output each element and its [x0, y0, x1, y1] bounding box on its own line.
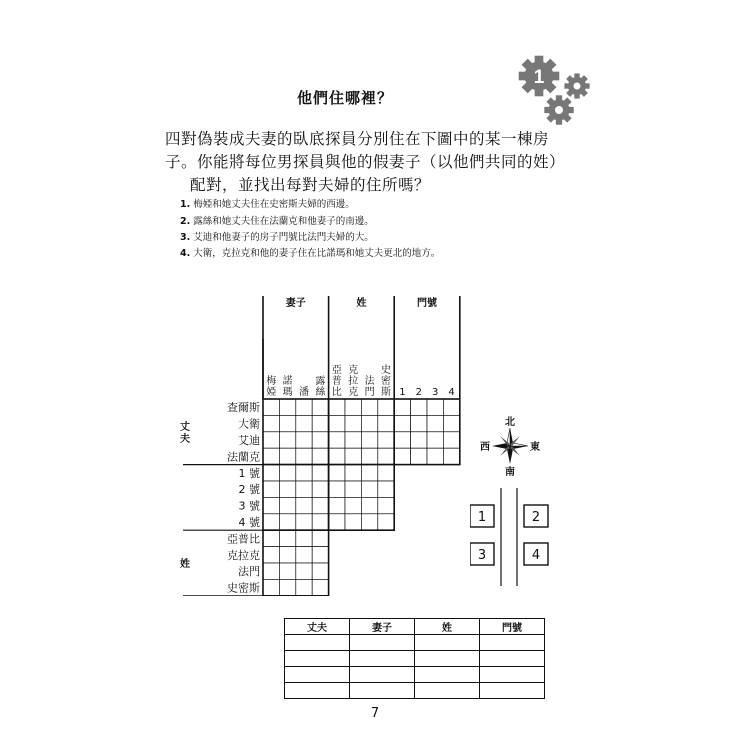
- grid-cell[interactable]: [378, 481, 394, 497]
- grid-cell[interactable]: [345, 448, 361, 464]
- grid-cell[interactable]: [279, 432, 295, 448]
- grid-cell[interactable]: [312, 579, 328, 595]
- answer-cell[interactable]: [415, 635, 480, 651]
- row-label: 查爾斯: [227, 401, 260, 415]
- badge-number: 1: [533, 67, 545, 88]
- answer-header-wife: 妻子: [350, 619, 415, 635]
- answer-table: [284, 618, 545, 699]
- grid-cell[interactable]: [378, 497, 394, 513]
- grid-cell[interactable]: [427, 415, 443, 431]
- grid-cell[interactable]: [296, 448, 312, 464]
- grid-cell[interactable]: [312, 563, 328, 579]
- grid-cell[interactable]: [263, 448, 279, 464]
- grid-cell[interactable]: [312, 481, 328, 497]
- grid-cell[interactable]: [411, 415, 427, 431]
- grid-cell[interactable]: [378, 465, 394, 481]
- row-label: 4 號: [238, 516, 260, 529]
- grid-cell[interactable]: [329, 415, 345, 431]
- house-2-label: 2: [531, 510, 541, 525]
- answer-cell[interactable]: [350, 635, 415, 651]
- answer-row: [285, 635, 545, 651]
- clue-text: 梅婭和她丈夫住在史密斯夫婦的西邊。: [193, 199, 355, 210]
- column-group-header: 妻子: [285, 298, 306, 309]
- grid-cell[interactable]: [279, 547, 295, 563]
- grid-cell[interactable]: [411, 448, 427, 464]
- grid-cell[interactable]: [279, 563, 295, 579]
- row-label: 1 號: [238, 466, 260, 480]
- grid-cell[interactable]: [443, 448, 459, 464]
- grid-cell[interactable]: [329, 481, 345, 497]
- answer-cell[interactable]: [285, 667, 350, 683]
- answer-cell[interactable]: [415, 683, 480, 699]
- answer-cell[interactable]: [480, 651, 545, 667]
- grid-cell[interactable]: [345, 497, 361, 513]
- grid-cell[interactable]: [361, 465, 377, 481]
- grid-cell[interactable]: [345, 465, 361, 481]
- compass-east: 東: [530, 442, 540, 453]
- intro-line-1: 四對偽裝成夫妻的臥底探員分別住在下圖中的某一棟房: [165, 130, 550, 148]
- column-label: 1: [399, 387, 406, 398]
- row-label: 3 號: [238, 499, 260, 513]
- clue-text: 大衛，克拉克和他的妻子住在比諾瑪和她丈夫更北的地方。: [193, 248, 441, 259]
- grid-cell[interactable]: [312, 514, 328, 530]
- clue-number: 1.: [180, 199, 191, 210]
- grid-cell[interactable]: [411, 432, 427, 448]
- compass-north: 北: [505, 417, 515, 428]
- grid-cell[interactable]: [279, 399, 295, 415]
- grid-cell[interactable]: [329, 399, 345, 415]
- grid-cell[interactable]: [263, 547, 279, 563]
- grid-cell[interactable]: [329, 514, 345, 530]
- grid-cell[interactable]: [394, 432, 410, 448]
- grid-cell[interactable]: [443, 432, 459, 448]
- clue-number: 2.: [180, 216, 191, 227]
- column-label: 史密斯: [381, 365, 391, 398]
- grid-cell[interactable]: [378, 432, 394, 448]
- grid-cell[interactable]: [345, 415, 361, 431]
- grid-cell[interactable]: [345, 514, 361, 530]
- grid-cell[interactable]: [263, 497, 279, 513]
- grid-cell[interactable]: [279, 481, 295, 497]
- grid-cell[interactable]: [378, 415, 394, 431]
- column-label: 潘: [299, 387, 309, 398]
- answer-cell[interactable]: [415, 651, 480, 667]
- clue-text: 露絲和她丈夫住在法蘭克和他妻子的南邊。: [193, 216, 374, 227]
- clue-number: 4.: [180, 248, 191, 259]
- row-label: 法門: [238, 565, 260, 579]
- grid-cell[interactable]: [378, 399, 394, 415]
- grid-cell[interactable]: [296, 399, 312, 415]
- house-4-label: 4: [531, 548, 541, 563]
- row-label: 亞普比: [227, 532, 260, 546]
- grid-cell[interactable]: [443, 415, 459, 431]
- grid-cell[interactable]: [312, 432, 328, 448]
- grid-cell[interactable]: [263, 399, 279, 415]
- grid-cell[interactable]: [296, 415, 312, 431]
- clue-text: 艾迪和他妻子的房子門號比法門夫婦的大。: [193, 232, 374, 243]
- answer-row: [285, 651, 545, 667]
- grid-cell[interactable]: [312, 497, 328, 513]
- grid-cell[interactable]: [361, 497, 377, 513]
- clue-2: [180, 213, 374, 227]
- intro-line-2: 子。你能將每位男探員與他的假妻子（以他們共同的姓）: [165, 153, 566, 171]
- grid-cell[interactable]: [263, 514, 279, 530]
- column-label: 2: [415, 387, 422, 398]
- grid-cell[interactable]: [279, 465, 295, 481]
- row-label: 克拉克: [227, 548, 260, 562]
- row-group-label: 丈: [180, 421, 190, 433]
- grid-cell[interactable]: [394, 415, 410, 431]
- page-title: 他們住哪裡？: [296, 89, 393, 107]
- grid-cell[interactable]: [312, 448, 328, 464]
- answer-cell[interactable]: [350, 651, 415, 667]
- answer-cell[interactable]: [350, 667, 415, 683]
- grid-cell[interactable]: [443, 399, 459, 415]
- grid-cell[interactable]: [263, 481, 279, 497]
- grid-cell[interactable]: [345, 481, 361, 497]
- row-label: 史密斯: [227, 581, 260, 595]
- grid-cell[interactable]: [378, 448, 394, 464]
- row-label: 大衛: [238, 417, 260, 431]
- grid-cell[interactable]: [263, 530, 279, 546]
- grid-cell[interactable]: [296, 432, 312, 448]
- grid-cell[interactable]: [427, 399, 443, 415]
- answer-cell[interactable]: [415, 667, 480, 683]
- grid-cell[interactable]: [263, 432, 279, 448]
- grid-cell[interactable]: [345, 399, 361, 415]
- clue-3: [180, 229, 374, 243]
- grid-cell[interactable]: [296, 547, 312, 563]
- grid-cell[interactable]: [279, 448, 295, 464]
- grid-cell[interactable]: [427, 432, 443, 448]
- column-label: 諾瑪: [282, 376, 293, 398]
- grid-cell[interactable]: [296, 579, 312, 595]
- grid-cell[interactable]: [312, 530, 328, 546]
- column-label: 法門: [364, 376, 375, 398]
- grid-cell[interactable]: [296, 514, 312, 530]
- column-group-header: 門號: [417, 298, 437, 309]
- grid-cell[interactable]: [312, 399, 328, 415]
- answer-header-husband: 丈夫: [285, 619, 350, 635]
- grid-cell[interactable]: [296, 465, 312, 481]
- logic-grid: [160, 296, 480, 596]
- column-label: 3: [432, 387, 439, 398]
- clue-4: [180, 245, 440, 259]
- grid-cell[interactable]: [296, 481, 312, 497]
- grid-cell[interactable]: [296, 530, 312, 546]
- column-label: 露絲: [315, 376, 326, 398]
- grid-cell[interactable]: [361, 514, 377, 530]
- row-label: 艾迪: [238, 434, 260, 447]
- column-label: 亞普比: [331, 365, 342, 398]
- grid-cell[interactable]: [279, 514, 295, 530]
- grid-cell[interactable]: [279, 579, 295, 595]
- grid-cell[interactable]: [296, 563, 312, 579]
- grid-cell[interactable]: [394, 448, 410, 464]
- grid-cell[interactable]: [263, 415, 279, 431]
- answer-cell[interactable]: [285, 683, 350, 699]
- answer-cell[interactable]: [480, 667, 545, 683]
- grid-cell[interactable]: [378, 514, 394, 530]
- grid-cell[interactable]: [361, 415, 377, 431]
- grid-cell[interactable]: [312, 465, 328, 481]
- compass-icon: [478, 414, 542, 478]
- house-map: [470, 488, 550, 588]
- compass-south: 南: [505, 467, 515, 478]
- grid-cell[interactable]: [329, 448, 345, 464]
- grid-cell[interactable]: [279, 497, 295, 513]
- house-1-label: 1: [477, 510, 487, 525]
- row-group-label: 姓: [180, 559, 190, 570]
- grid-cell[interactable]: [263, 563, 279, 579]
- grid-cell[interactable]: [329, 432, 345, 448]
- grid-cell[interactable]: [296, 497, 312, 513]
- grid-cell[interactable]: [279, 530, 295, 546]
- clue-number: 3.: [180, 232, 191, 243]
- answer-cell[interactable]: [285, 635, 350, 651]
- page-number: 7: [370, 706, 380, 721]
- answer-cell[interactable]: [480, 635, 545, 651]
- answer-header-surname: 姓: [415, 619, 480, 635]
- clue-1: [180, 196, 355, 210]
- grid-cell[interactable]: [361, 481, 377, 497]
- grid-cell[interactable]: [329, 465, 345, 481]
- grid-cell[interactable]: [394, 399, 410, 415]
- grid-cell[interactable]: [279, 415, 295, 431]
- grid-cell[interactable]: [263, 579, 279, 595]
- grid-cell[interactable]: [411, 399, 427, 415]
- house-3-label: 3: [477, 548, 487, 563]
- row-group-label: 夫: [180, 433, 190, 445]
- answer-header-number: 門號: [480, 619, 545, 635]
- answer-row: [285, 667, 545, 683]
- grid-cell[interactable]: [329, 497, 345, 513]
- answer-cell[interactable]: [285, 651, 350, 667]
- column-label: 4: [448, 387, 455, 398]
- compass-west: 西: [480, 442, 490, 453]
- row-label: 法蘭克: [227, 450, 260, 464]
- grid-cell[interactable]: [427, 448, 443, 464]
- answer-row: [285, 683, 545, 699]
- column-group-header: 姓: [356, 298, 367, 309]
- answer-header-row: [285, 619, 545, 635]
- grid-cell[interactable]: [361, 432, 377, 448]
- answer-cell[interactable]: [350, 683, 415, 699]
- row-label: 2 號: [238, 483, 260, 497]
- grid-cell[interactable]: [345, 432, 361, 448]
- intro-line-3: 配對，並找出每對夫婦的住所嗎？: [190, 176, 431, 194]
- grid-cell[interactable]: [263, 465, 279, 481]
- grid-cell[interactable]: [361, 399, 377, 415]
- grid-cell[interactable]: [312, 547, 328, 563]
- grid-cell[interactable]: [361, 448, 377, 464]
- answer-cell[interactable]: [480, 683, 545, 699]
- column-label: 克拉克: [348, 365, 359, 398]
- grid-cell[interactable]: [312, 415, 328, 431]
- column-label: 梅婭: [266, 376, 277, 398]
